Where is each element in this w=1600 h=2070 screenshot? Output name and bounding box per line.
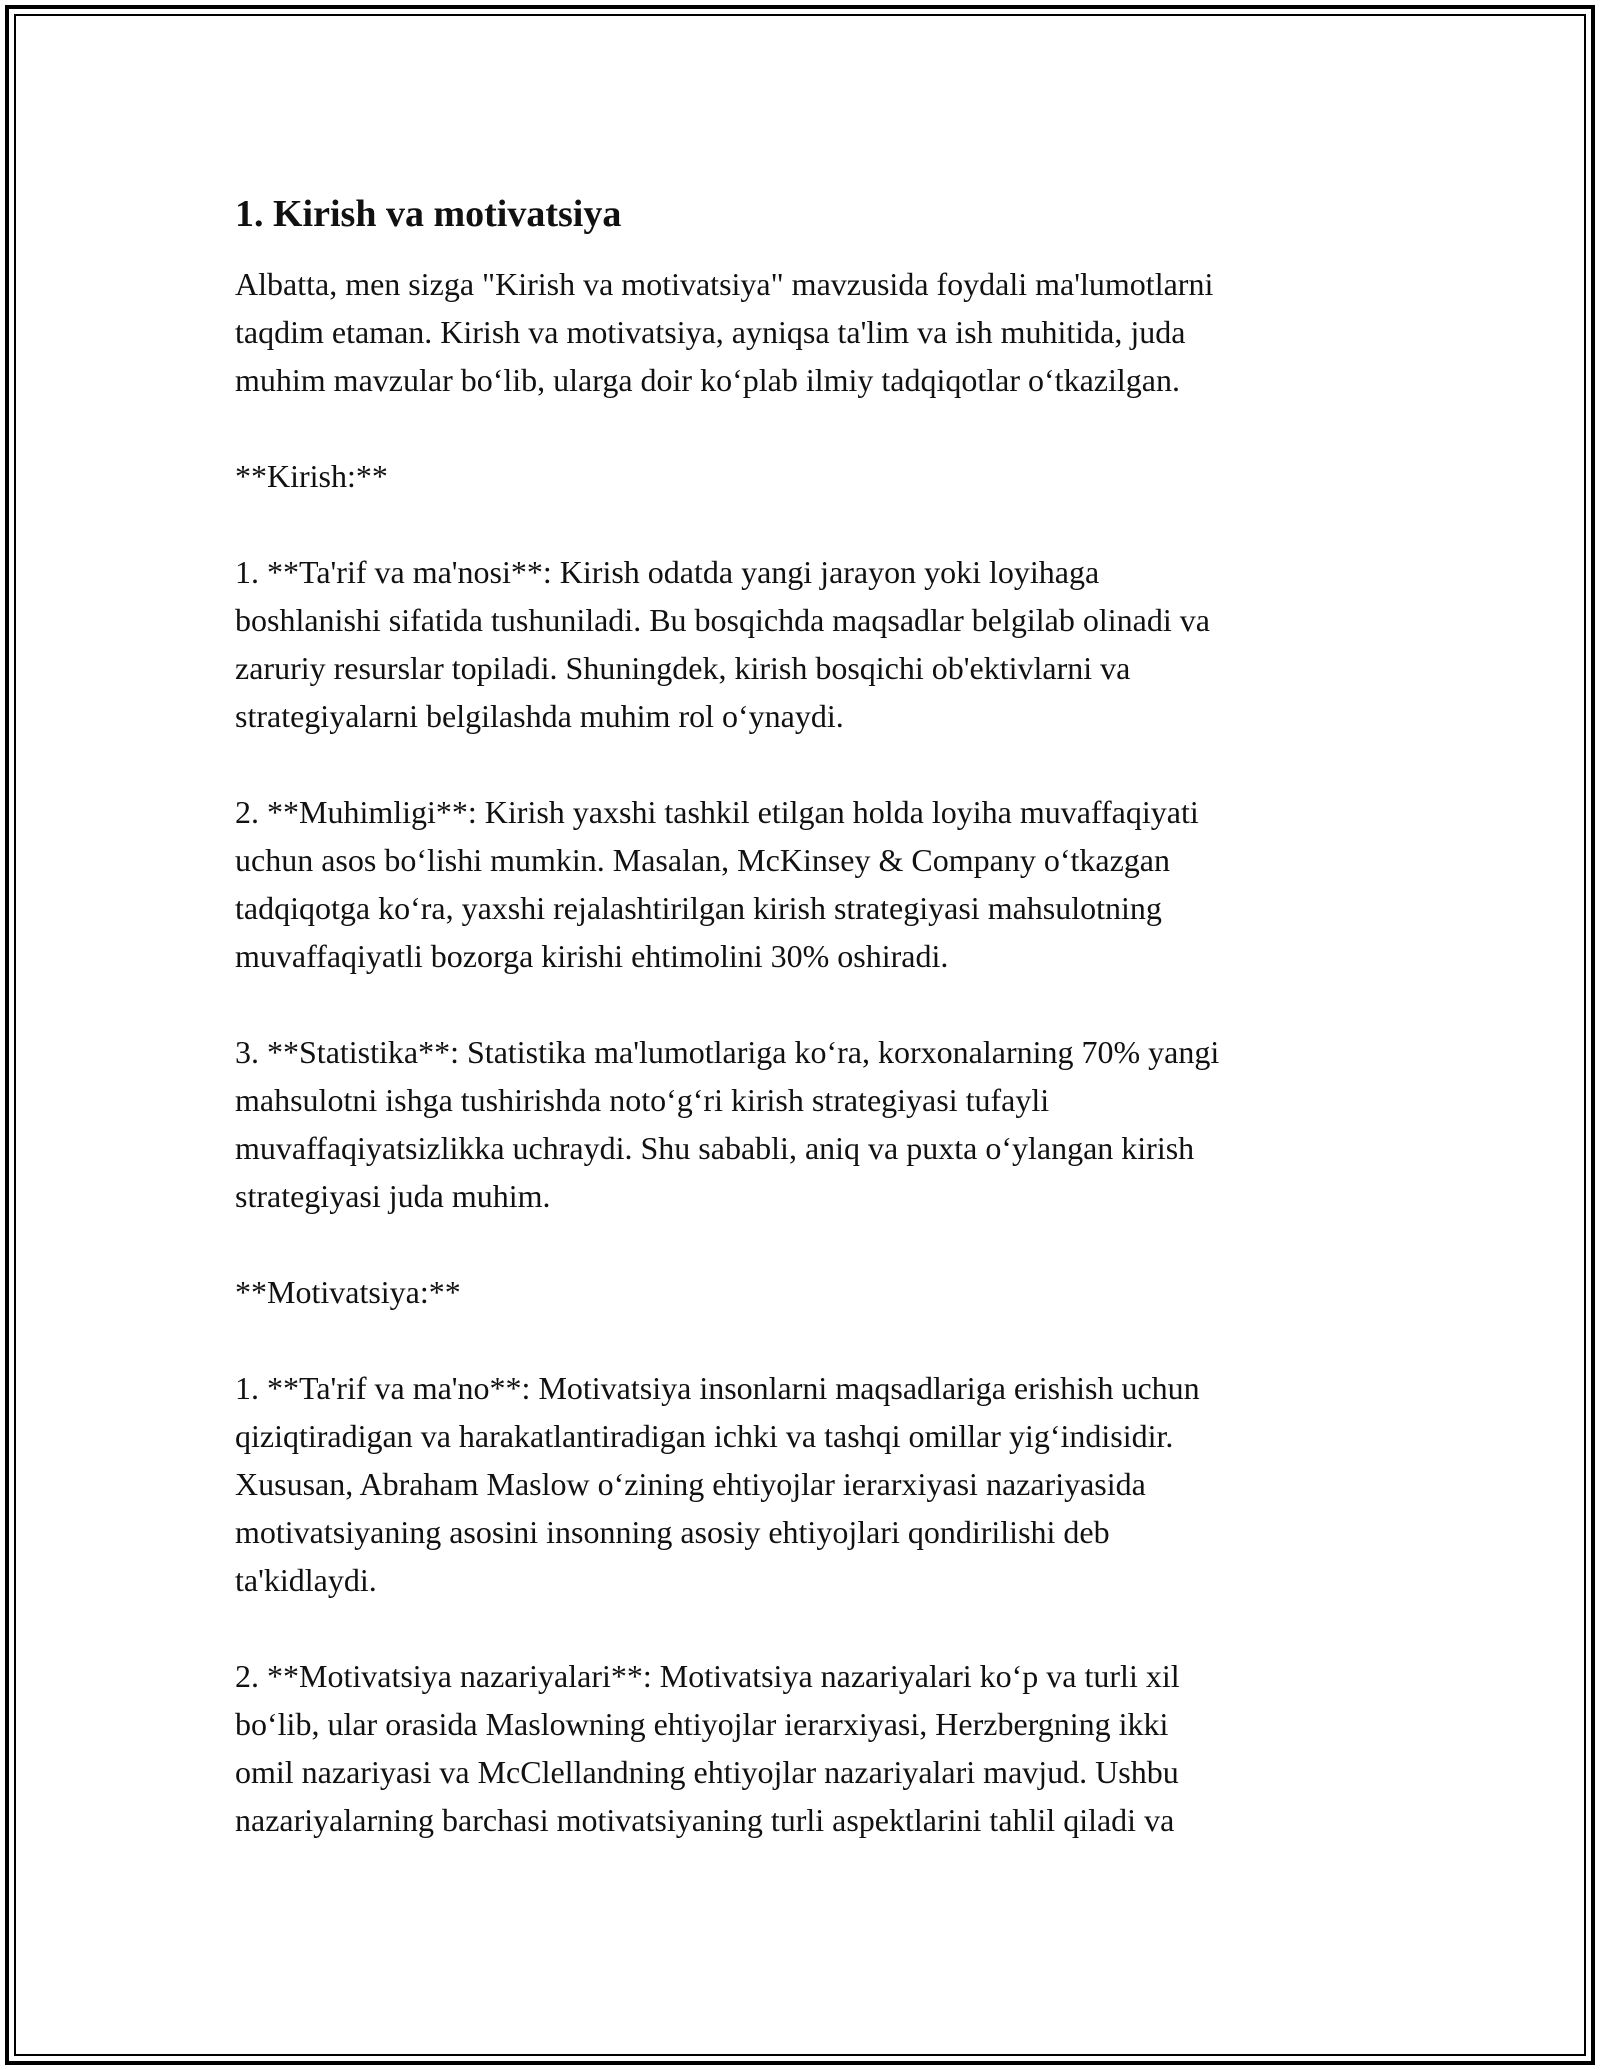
- text-line: 3. **Statistika**: Statistika ma'lumotlariga koʻra, korxonalarning 70% yangi: [235, 1034, 1220, 1070]
- kirish-item-3: [235, 1028, 1375, 1220]
- kirish-item-2: [235, 788, 1375, 980]
- kirish-item-1: [235, 548, 1375, 740]
- page-title: 1. Kirish va motivatsiya: [235, 193, 622, 235]
- text-line: 1. **Ta'rif va ma'no**: Motivatsiya insonlarni maqsadlariga erishish uchun: [235, 1370, 1200, 1406]
- text-line: boʻlib, ular orasida Maslowning ehtiyojlar ierarxiyasi, Herzbergning ikki: [235, 1706, 1169, 1742]
- text-line: zaruriy resurslar topiladi. Shuningdek, kirish bosqichi ob'ektivlarni va: [235, 650, 1131, 686]
- text-line: mahsulotni ishga tushirishda notoʻgʻri kirish strategiyasi tufayli: [235, 1082, 1050, 1118]
- text-line: strategiyasi juda muhim.: [235, 1178, 551, 1214]
- motivatsiya-item-2: [235, 1652, 1375, 1844]
- text-line: strategiyalarni belgilashda muhim rol oʻynaydi.: [235, 698, 844, 734]
- text-line: **Motivatsiya:**: [235, 1274, 461, 1310]
- text-line: qiziqtiradigan va harakatlantiradigan ichki va tashqi omillar yigʻindisidir.: [235, 1418, 1174, 1454]
- text-line: muvaffaqiyatsizlikka uchraydi. Shu sababli, aniq va puxta oʻylangan kirish: [235, 1130, 1195, 1166]
- document-body: [235, 186, 1375, 1844]
- motivatsiya-item-1: [235, 1364, 1375, 1604]
- text-line: Xususan, Abraham Maslow oʻzining ehtiyojlar ierarxiyasi nazariyasida: [235, 1466, 1146, 1502]
- text-line: motivatsiyaning asosini insonning asosiy ehtiyojlari qondirilishi deb: [235, 1514, 1110, 1550]
- text-line: 2. **Motivatsiya nazariyalari**: Motivatsiya nazariyalari koʻp va turli xil: [235, 1658, 1180, 1694]
- text-line: 1. **Ta'rif va ma'nosi**: Kirish odatda yangi jarayon yoki loyihaga: [235, 554, 1100, 590]
- text-line: boshlanishi sifatida tushuniladi. Bu bosqichda maqsadlar belgilab olinadi va: [235, 602, 1210, 638]
- section-heading-kirish: [235, 452, 1375, 500]
- text-line: muvaffaqiyatli bozorga kirishi ehtimolini 30% oshiradi.: [235, 938, 949, 974]
- text-line: muhim mavzular boʻlib, ularga doir koʻplab ilmiy tadqiqotlar oʻtkazilgan.: [235, 362, 1180, 398]
- text-line: taqdim etaman. Kirish va motivatsiya, ayniqsa ta'lim va ish muhitida, juda: [235, 314, 1186, 350]
- text-line: **Kirish:**: [235, 458, 388, 494]
- text-line: omil nazariyasi va McClellandning ehtiyojlar nazariyalari mavjud. Ushbu: [235, 1754, 1179, 1790]
- section-heading-motivatsiya: [235, 1268, 1375, 1316]
- text-line: ta'kidlaydi.: [235, 1562, 377, 1598]
- intro-paragraph: [235, 260, 1375, 404]
- text-line: tadqiqotga koʻra, yaxshi rejalashtirilgan kirish strategiyasi mahsulotning: [235, 890, 1162, 926]
- text-line: nazariyalarning barchasi motivatsiyaning turli aspektlarini tahlil qiladi va: [235, 1802, 1175, 1838]
- text-line: Albatta, men sizga "Kirish va motivatsiya" mavzusida foydali ma'lumotlarni: [235, 266, 1214, 302]
- text-line: 2. **Muhimligi**: Kirish yaxshi tashkil etilgan holda loyiha muvaffaqiyati: [235, 794, 1199, 830]
- text-line: uchun asos boʻlishi mumkin. Masalan, McKinsey & Company oʻtkazgan: [235, 842, 1170, 878]
